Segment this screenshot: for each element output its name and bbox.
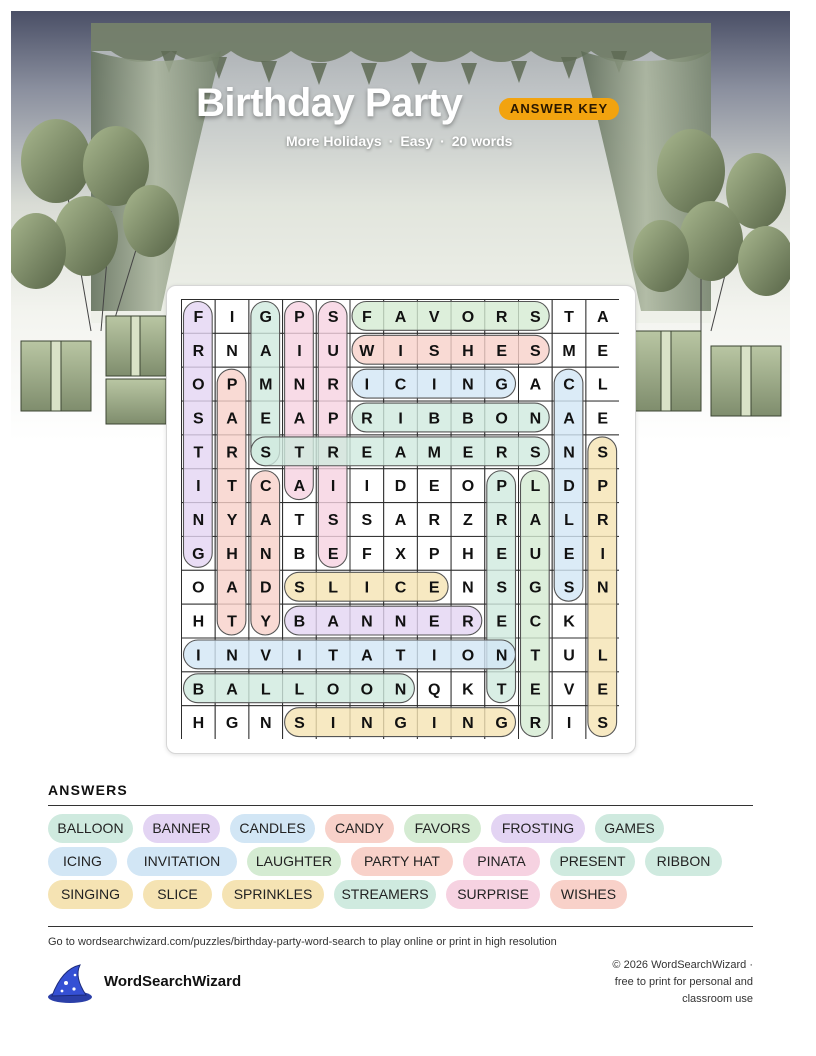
answer-word: CANDLES: [230, 814, 315, 843]
found-word-highlight: [285, 302, 314, 500]
grid-letter: B: [192, 681, 205, 699]
grid-letter: E: [327, 545, 339, 563]
grid-letter: I: [229, 308, 235, 326]
grid-letter: F: [193, 308, 204, 326]
grid-letter: O: [192, 579, 205, 597]
grid-letter: R: [327, 444, 339, 462]
grid-letter: V: [260, 647, 272, 665]
grid-letter: L: [564, 512, 574, 530]
grid-letter: A: [226, 681, 238, 699]
grid-letter: R: [192, 342, 205, 360]
grid-letter: P: [327, 410, 339, 428]
copyright-line: free to print for personal and: [614, 976, 753, 988]
grid-letter: G: [529, 579, 542, 597]
answer-word: FAVORS: [404, 814, 481, 843]
grid-letter: T: [294, 512, 305, 530]
grid-letter: A: [563, 410, 575, 428]
grid-letter: A: [529, 376, 542, 394]
grid-letter: S: [496, 579, 507, 597]
found-word-highlight: [352, 302, 549, 331]
grid-letter: O: [360, 681, 374, 699]
grid-letter: K: [563, 613, 575, 631]
grid-letter: A: [259, 512, 272, 530]
grid-letter: O: [326, 681, 340, 699]
grid-letter: N: [394, 681, 407, 699]
answer-word: PINATA: [463, 847, 540, 876]
grid-letter: K: [462, 681, 474, 699]
grid-letter: N: [192, 512, 205, 530]
grid-letter: R: [361, 410, 373, 428]
page-title: Birthday Party: [196, 81, 463, 125]
grid-letter: I: [196, 647, 201, 665]
grid-letter: A: [293, 478, 306, 496]
grid-letter: H: [192, 715, 205, 733]
grid-letter: T: [530, 647, 541, 665]
grid-letter: E: [530, 681, 541, 699]
copyright: [553, 957, 753, 1008]
grid-letter: H: [226, 545, 238, 563]
grid-letter: E: [361, 444, 373, 462]
grid-letter: R: [529, 715, 542, 733]
difficulty-label: Easy: [400, 133, 434, 149]
grid-letter: L: [530, 478, 541, 496]
answer-word: INVITATION: [127, 847, 237, 876]
grid-letter: I: [297, 342, 302, 360]
grid-letter: R: [596, 512, 609, 530]
copyright-line: © 2026 WordSearchWizard ·: [612, 959, 753, 971]
answer-word: PRESENT: [550, 847, 635, 876]
grid-letter: L: [597, 647, 608, 665]
wizard-hat-icon: [46, 963, 94, 1005]
grid-letter: S: [563, 579, 575, 597]
grid-letter: C: [394, 376, 407, 394]
grid-letter: T: [193, 444, 204, 462]
grid-letter: H: [462, 342, 474, 360]
grid-letter: I: [196, 478, 201, 496]
grid-letter: A: [226, 579, 238, 597]
grid-letter: A: [596, 308, 609, 326]
answer-word: FROSTING: [491, 814, 585, 843]
grid-letter: O: [461, 478, 475, 496]
grid-letter: E: [496, 342, 507, 360]
answers-heading: ANSWERS: [48, 782, 128, 798]
grid-letter: P: [428, 545, 440, 563]
answer-word: SPRINKLES: [222, 880, 324, 909]
grid-letter: E: [597, 342, 609, 360]
answer-word: CANDY: [325, 814, 394, 843]
grid-letter: N: [259, 545, 272, 563]
grid-letter: P: [294, 308, 305, 326]
grid-letter: M: [562, 342, 576, 360]
grid-letter: T: [395, 647, 406, 665]
grid-canvas: [181, 299, 619, 739]
grid-letter: P: [597, 478, 609, 496]
grid-letter: I: [364, 376, 370, 394]
grid-letter: E: [597, 681, 609, 699]
grid-letter: T: [227, 613, 237, 631]
grid-letter: N: [495, 647, 508, 665]
grid-letter: N: [563, 444, 575, 462]
grid-letter: T: [227, 478, 237, 496]
found-word-highlight: [352, 403, 549, 432]
grid-letter: N: [226, 647, 238, 665]
word-search-grid: [181, 299, 619, 739]
grid-letter: F: [361, 545, 372, 563]
grid-letter: A: [361, 647, 373, 665]
grid-letter: U: [327, 342, 339, 360]
grid-letter: B: [293, 545, 306, 563]
grid-letter: S: [530, 342, 541, 360]
grid-letter: I: [364, 579, 370, 597]
grid-letter: I: [330, 478, 336, 496]
grid-letter: N: [361, 613, 373, 631]
grid-letter: N: [293, 376, 306, 394]
grid-letter: I: [432, 647, 437, 665]
grid-letter: O: [192, 376, 205, 394]
grid-letter: O: [495, 410, 508, 428]
grid-letter: R: [495, 444, 508, 462]
grid-letter: F: [361, 308, 372, 326]
grid-letter: E: [496, 545, 507, 563]
grid-letter: E: [496, 613, 507, 631]
grid-letter: E: [260, 410, 272, 428]
answer-word: STREAMERS: [334, 880, 436, 909]
separator: ·: [440, 133, 445, 149]
grid-letter: E: [428, 478, 440, 496]
grid-letter: A: [394, 512, 407, 530]
grid-letter: X: [395, 545, 406, 563]
grid-letter: P: [496, 478, 507, 496]
answer-word: WISHES: [550, 880, 627, 909]
grid-letter: U: [529, 545, 542, 563]
grid-letter: O: [461, 647, 475, 665]
footer-link[interactable]: Go to wordsearchwizard.com/puzzles/birthday-party-word-search to play online or print in high resolution: [48, 936, 557, 948]
answer-word: SURPRISE: [446, 880, 540, 909]
grid-letter: I: [398, 410, 403, 428]
grid-letter: S: [294, 579, 305, 597]
grid-letter: S: [193, 410, 204, 428]
grid-letter: E: [597, 410, 609, 428]
grid-letter: N: [462, 579, 474, 597]
grid-letter: S: [361, 512, 373, 530]
answer-word: SLICE: [143, 880, 212, 909]
grid-letter: L: [328, 579, 339, 597]
grid-letter: C: [259, 478, 272, 496]
grid-letter: E: [428, 579, 440, 597]
grid-letter: B: [293, 613, 306, 631]
grid-letter: A: [259, 342, 272, 360]
grid-letter: D: [563, 478, 575, 496]
grid-letter: P: [226, 376, 238, 394]
grid-letter: T: [294, 444, 305, 462]
divider: [48, 926, 753, 927]
grid-letter: L: [294, 681, 305, 699]
grid-letter: M: [259, 376, 273, 394]
puzzle-meta: [286, 133, 512, 149]
grid-letter: I: [297, 647, 302, 665]
answer-word: PARTY HAT: [351, 847, 453, 876]
grid-letter: S: [428, 342, 440, 360]
grid-letter: G: [394, 715, 407, 733]
word-count-label: 20 words: [451, 133, 513, 149]
grid-letter: A: [226, 410, 238, 428]
grid-letter: Z: [463, 512, 473, 530]
grid-letter: N: [361, 715, 373, 733]
copyright-line: classroom use: [682, 993, 753, 1005]
found-word-highlight: [285, 606, 482, 635]
answer-word: GAMES: [595, 814, 664, 843]
grid-letter: E: [462, 444, 474, 462]
grid-letter: O: [461, 308, 475, 326]
grid-letter: H: [462, 545, 474, 563]
grid-letter: L: [597, 376, 608, 394]
answer-key-badge: ANSWER KEY: [499, 98, 619, 120]
brand-name: WordSearchWizard: [104, 973, 242, 990]
grid-letter: N: [259, 715, 272, 733]
grid-letter: N: [596, 579, 609, 597]
grid-letter: R: [327, 376, 339, 394]
grid-letter: S: [260, 444, 272, 462]
grid-letter: N: [394, 613, 407, 631]
grid-letter: Q: [428, 681, 441, 699]
divider: [48, 805, 753, 806]
grid-letter: S: [530, 308, 541, 326]
grid-letter: S: [530, 444, 541, 462]
grid-letter: R: [226, 444, 238, 462]
found-word-highlight: [352, 335, 549, 364]
grid-letter: S: [294, 715, 305, 733]
grid-letter: E: [428, 613, 440, 631]
grid-letter: I: [432, 376, 437, 394]
grid-letter: I: [432, 715, 437, 733]
grid-letter: A: [394, 444, 407, 462]
grid-letter: A: [327, 613, 339, 631]
grid-letter: E: [563, 545, 575, 563]
grid-letter: H: [192, 613, 205, 631]
grid-letter: Y: [226, 512, 238, 530]
grid-letter: C: [529, 613, 542, 631]
grid-letter: D: [394, 478, 407, 496]
grid-letter: G: [225, 715, 239, 733]
grid-letter: S: [327, 512, 339, 530]
grid-letter: N: [462, 715, 474, 733]
grid-letter: M: [427, 444, 441, 462]
grid-letter: G: [495, 376, 508, 394]
answer-word: ICING: [48, 847, 117, 876]
grid-letter: N: [226, 342, 238, 360]
separator: ·: [388, 133, 394, 149]
grid-letter: R: [428, 512, 441, 530]
grid-letter: B: [428, 410, 441, 428]
answer-word: BANNER: [143, 814, 220, 843]
category-label: More Holidays: [286, 133, 382, 149]
grid-letter: I: [398, 342, 403, 360]
grid-letter: V: [428, 308, 440, 326]
answer-word: BALLOON: [48, 814, 133, 843]
grid-letter: R: [462, 613, 474, 631]
grid-letter: A: [529, 512, 542, 530]
grid-letter: L: [260, 681, 271, 699]
grid-letter: C: [563, 376, 575, 394]
grid-letter: T: [496, 681, 507, 699]
grid-letter: G: [495, 715, 508, 733]
grid-letter: N: [462, 376, 474, 394]
answer-word: LAUGHTER: [247, 847, 341, 876]
grid-letter: A: [394, 308, 407, 326]
grid-letter: I: [330, 715, 336, 733]
grid-letter: C: [394, 579, 407, 597]
grid-letter: G: [192, 545, 205, 563]
grid-letter: T: [564, 308, 574, 326]
grid-letter: S: [597, 715, 609, 733]
grid-letter: S: [597, 444, 609, 462]
answer-word: SINGING: [48, 880, 133, 909]
grid-letter: G: [259, 308, 272, 326]
answer-word: RIBBON: [645, 847, 722, 876]
grid-letter: D: [259, 579, 272, 597]
grid-letter: S: [327, 308, 339, 326]
grid-letter: A: [293, 410, 306, 428]
grid-letter: B: [462, 410, 474, 428]
grid-letter: R: [495, 512, 508, 530]
grid-letter: I: [566, 715, 572, 733]
grid-letter: T: [328, 647, 339, 665]
grid-letter: W: [359, 342, 375, 360]
grid-letter: N: [529, 410, 542, 428]
grid-letter: Y: [260, 613, 272, 631]
grid-letter: R: [495, 308, 508, 326]
grid-letter: I: [364, 478, 370, 496]
grid-letter: V: [563, 681, 575, 699]
grid-letter: U: [563, 647, 575, 665]
grid-letter: I: [600, 545, 605, 563]
